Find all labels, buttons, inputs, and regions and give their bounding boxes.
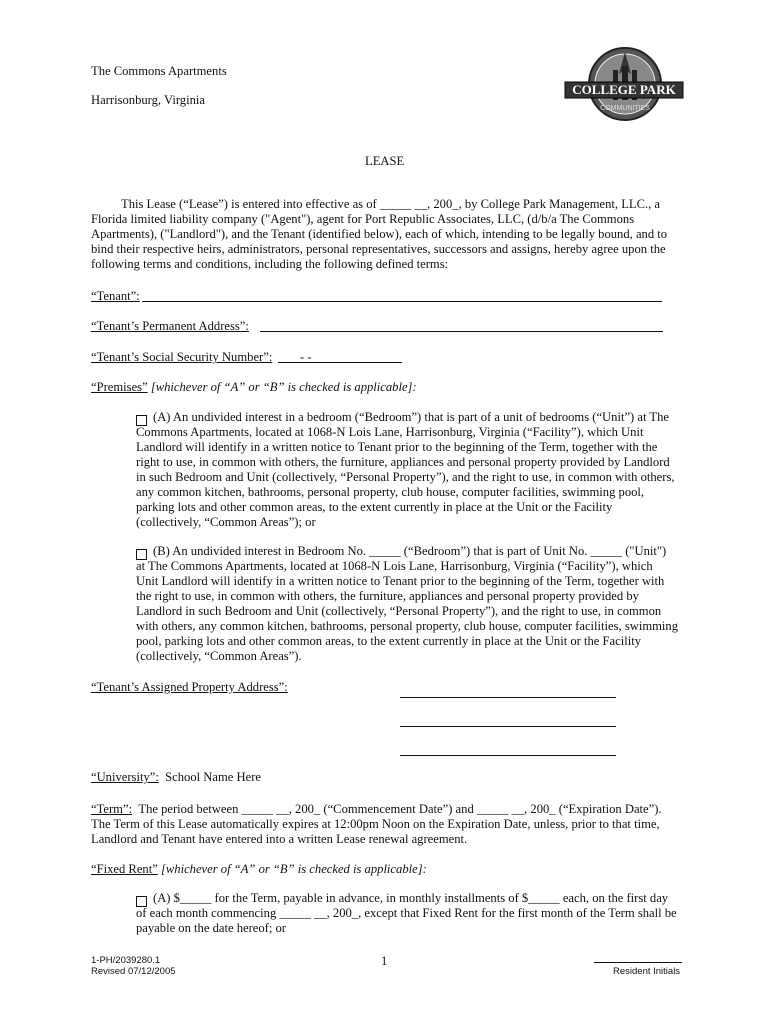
term-field bbox=[91, 802, 662, 817]
premises-a-line-8: (collectively, “Common Areas”); or bbox=[136, 515, 316, 529]
fixed-rent-heading bbox=[91, 862, 427, 877]
premises-a-line-4: right to use, in common with others, the furniture, appliances and personal property provided by Landlord bbox=[136, 455, 670, 469]
resident-initials-line[interactable] bbox=[594, 962, 682, 963]
assigned-address-line-3[interactable] bbox=[400, 755, 616, 756]
premises-a-line-2: Commons Apartments, located at 1068-N Lois Lane, Harrisonburg, Virginia (“Facility”), which Unit bbox=[136, 425, 644, 439]
ssn-dashes: - - bbox=[300, 350, 312, 364]
term-line-1: The period between _____ __, 200_ (“Commencement Date”) and _____ __, 200_ (“Expiration Date”). bbox=[138, 802, 662, 816]
premises-b-line-8: (collectively, “Common Areas”). bbox=[136, 649, 302, 663]
premises-a-line-5: in such Bedroom and Unit (collectively, “Personal Property”), and the right to use, in common with others, bbox=[136, 470, 675, 484]
fixed-rent-label: “Fixed Rent” bbox=[91, 862, 158, 876]
permanent-address-label: “Tenant’s Permanent Address”: bbox=[91, 319, 249, 333]
tenant-input-line[interactable] bbox=[142, 301, 662, 302]
term-line-2: The Term of this Lease automatically expires at 12:00pm Noon on the Expiration Date, unless, prior to that time, bbox=[91, 817, 660, 831]
doc-id: 1-PH/2039280.1 bbox=[91, 955, 161, 966]
university-field bbox=[91, 770, 261, 785]
page-number: 1 bbox=[381, 954, 388, 968]
assigned-address-label: “Tenant’s Assigned Property Address”: bbox=[91, 680, 288, 694]
term-label: “Term”: bbox=[91, 802, 133, 816]
property-name: The Commons Apartments bbox=[91, 64, 227, 78]
intro-line-5: following terms and conditions, including the following defined terms: bbox=[91, 257, 449, 271]
property-location: Harrisonburg, Virginia bbox=[91, 93, 205, 107]
premises-b-line-1: (B) An undivided interest in Bedroom No. _____ (“Bedroom”) that is part of Unit No. _____ ("Unit") bbox=[153, 544, 667, 558]
resident-initials-label: Resident Initials bbox=[613, 966, 681, 977]
permanent-address-input-line[interactable] bbox=[260, 331, 663, 332]
assigned-address-line-1[interactable] bbox=[400, 697, 616, 698]
premises-a-line-3: Landlord will identify in a written notice to Tenant prior to the beginning of the Term, together with the bbox=[136, 440, 658, 454]
college-park-logo bbox=[563, 44, 685, 136]
term-line-3: Landlord and Tenant have entered into a written Lease renewal agreement. bbox=[91, 832, 468, 846]
premises-note: [whichever of “A” or “B” is checked is applicable]: bbox=[150, 380, 417, 394]
premises-b-line-6: with others, any common kitchen, bathrooms, personal property, club house, computer facilities, swimming bbox=[136, 619, 678, 633]
rent-a-line-2: of each month commencing _____ __, 200_, except that Fixed Rent for the first month of the Term shall be bbox=[136, 906, 677, 920]
ssn-label: “Tenant’s Social Security Number”: bbox=[91, 350, 273, 364]
fixed-rent-note: [whichever of “A” or “B” is checked is applicable]: bbox=[160, 862, 427, 876]
premises-label: “Premises” bbox=[91, 380, 148, 394]
premises-b-line-7: pool, parking lots and other common areas, to the extent currently in place at the Unit or the Facility bbox=[136, 634, 642, 648]
tenant-label: “Tenant”: bbox=[91, 289, 140, 303]
premises-b-line-5: Landlord in such Bedroom and Unit (collectively, “Personal Property”), and the right to use, in common bbox=[136, 604, 662, 618]
premises-a-line-6: any common kitchen, bathrooms, personal property, club house, computer facilities, swimming pool, bbox=[136, 485, 645, 499]
premises-b-line-3: Unit Landlord will identify in a written notice to Tenant prior to the beginning of the Term, together with bbox=[136, 574, 665, 588]
intro-line-4: bind their respective heirs, administrators, personal representatives, successors and assigns, hereby agree upon the bbox=[91, 242, 666, 256]
rent-a-line-3: payable on the date hereof; or bbox=[136, 921, 287, 935]
ssn-input-line[interactable] bbox=[278, 362, 402, 363]
premises-a-line-1: (A) An undivided interest in a bedroom (“Bedroom”) that is part of a unit of bedrooms (“Unit”) at The bbox=[153, 410, 669, 424]
logo-subtext: COMMUNITIES bbox=[600, 105, 650, 112]
premises-b-line-2: at The Commons Apartments, located at 1068-N Lois Lane, Harrisonburg, Virginia (“Facility”), which bbox=[136, 559, 653, 573]
premises-heading bbox=[91, 380, 417, 395]
university-label: “University”: bbox=[91, 770, 159, 784]
rent-a-line-1: (A) $_____ for the Term, payable in advance, in monthly installments of $_____ each, on the first day bbox=[153, 891, 669, 905]
intro-line-2: Florida limited liability company ("Agent"), agent for Port Republic Associates, LLC, (d/b/a The Commons bbox=[91, 212, 635, 226]
logo-text: COLLEGE PARK bbox=[572, 82, 676, 97]
document-title: LEASE bbox=[365, 154, 405, 168]
university-value[interactable]: School Name Here bbox=[165, 770, 261, 784]
premises-b-line-4: the right to use, in common with others, the furniture, appliances and personal property provided by bbox=[136, 589, 639, 603]
revised-date: Revised 07/12/2005 bbox=[91, 966, 176, 977]
assigned-address-line-2[interactable] bbox=[400, 726, 616, 727]
premises-a-line-7: parking lots and other common areas, to the extent currently in place at the Unit or the Facility bbox=[136, 500, 613, 514]
intro-line-3: Apartments), ("Landlord"), and the Tenant (identified below), each of which, intending to be legally bound, and to bbox=[91, 227, 668, 241]
intro-line-1: This Lease (“Lease”) is entered into effective as of _____ __, 200_, by College Park Management, LLC., a bbox=[121, 197, 661, 211]
